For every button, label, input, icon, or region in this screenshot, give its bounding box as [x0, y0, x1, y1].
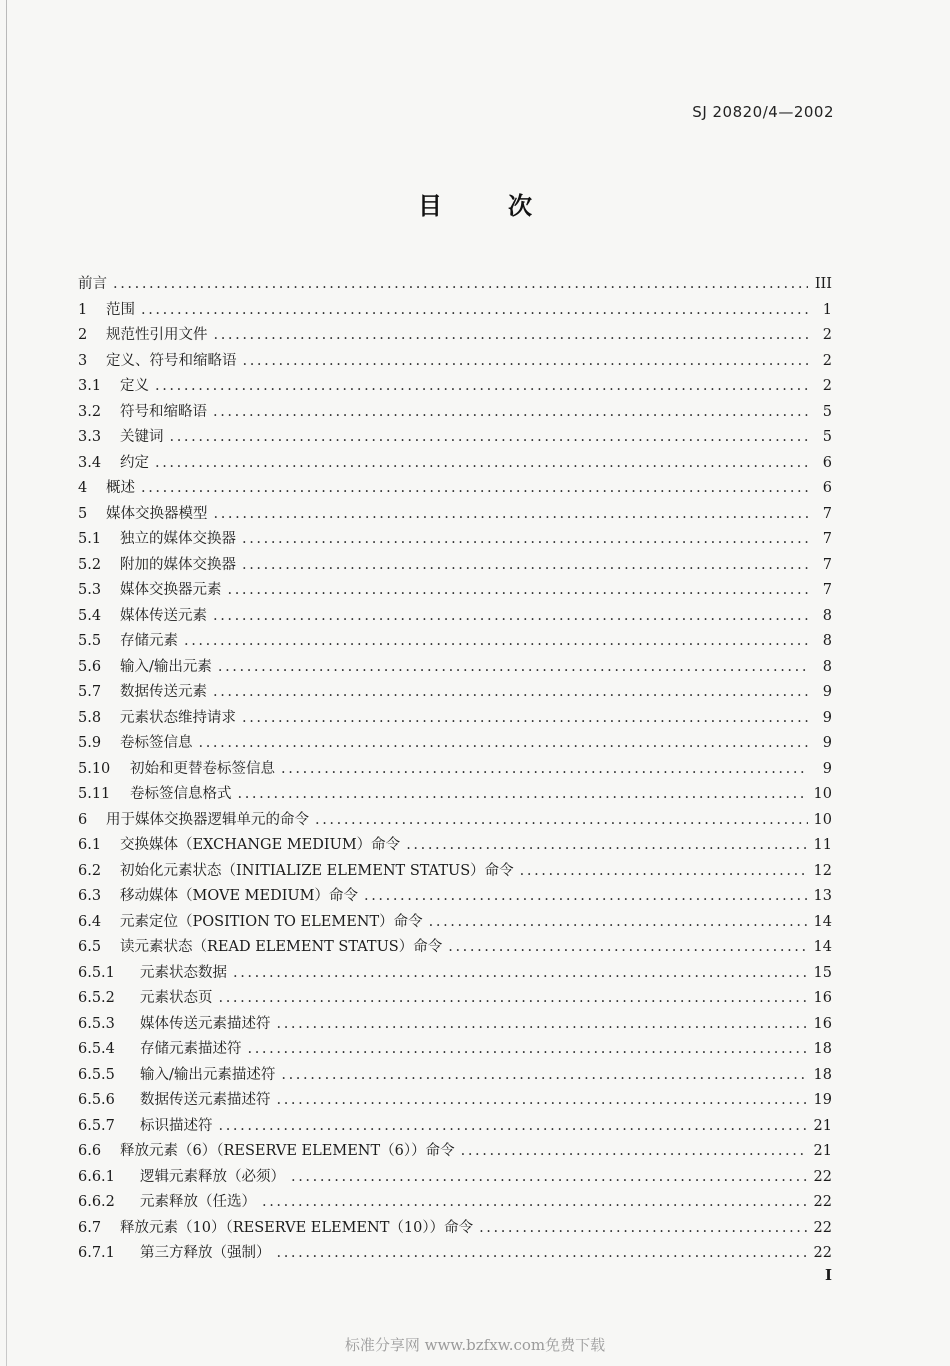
toc-entry-title: 读元素状态（READ ELEMENT STATUS）命令 — [120, 939, 443, 955]
toc-dot-leader — [155, 374, 808, 400]
toc-dot-leader — [448, 935, 807, 961]
toc-entry-title: 元素定位（POSITION TO ELEMENT）命令 — [120, 913, 423, 930]
toc-dot-leader — [277, 1088, 808, 1114]
toc-dot-leader — [262, 1190, 808, 1216]
toc-dot-leader — [213, 604, 808, 630]
toc-entry[interactable] — [78, 578, 832, 604]
toc-entry-page: 12 — [813, 862, 832, 879]
toc-dot-leader — [281, 757, 808, 783]
toc-entry-title: 媒体传送元素 — [120, 607, 207, 624]
toc-entry-page: 9 — [822, 709, 832, 726]
toc-entry-number: 5.10 — [78, 760, 111, 777]
toc-entry-number: 6.6.2 — [78, 1194, 115, 1210]
toc-entry-title: 交换媒体（EXCHANGE MEDIUM）命令 — [120, 837, 401, 853]
toc-entry-number: 3 — [78, 352, 88, 369]
toc-entry[interactable] — [78, 1165, 832, 1191]
toc-entry-page: 14 — [813, 939, 832, 955]
toc-entry-number: 2 — [78, 327, 88, 343]
toc-entry-number: 6.2 — [78, 862, 102, 879]
toc-dot-leader — [242, 553, 808, 579]
document-number: SJ 20820/4—2002 — [692, 103, 834, 121]
toc-entry-page: 13 — [813, 888, 832, 904]
toc-dot-leader — [214, 323, 809, 349]
toc-entry-page: 18 — [813, 1041, 832, 1057]
toc-dot-leader — [219, 1114, 808, 1140]
toc-entry-page: 7 — [822, 582, 832, 598]
toc-dot-leader — [248, 1037, 808, 1063]
toc-dot-leader — [170, 425, 809, 451]
toc-entry-title: 元素状态数据 — [140, 964, 227, 981]
toc-entry-number: 3.2 — [78, 403, 102, 420]
toc-entry[interactable] — [78, 910, 832, 936]
footer-watermark: 标准分享网 www.bzfxw.com免费下载 — [344, 1336, 606, 1354]
toc-entry-title: 媒体交换器模型 — [106, 505, 208, 522]
toc-entry-page: 21 — [813, 1117, 832, 1134]
toc-dot-leader — [228, 578, 809, 604]
toc-entry-page: 5 — [822, 429, 832, 445]
toc-entry-title: 元素状态维持请求 — [120, 709, 236, 726]
toc-entry-number: 3.3 — [78, 429, 102, 445]
toc-entry-number: 6.1 — [78, 837, 102, 853]
toc-entry-page: 15 — [813, 964, 832, 981]
toc-entry-page: III — [814, 276, 832, 292]
toc-entry[interactable] — [78, 731, 832, 757]
toc-entry-number: 5.2 — [78, 556, 102, 573]
toc-dot-leader — [141, 476, 808, 502]
table-of-contents — [78, 272, 832, 1267]
page-title: 目次 — [418, 192, 598, 220]
toc-dot-leader — [281, 1063, 807, 1089]
toc-entry-page: 22 — [813, 1219, 832, 1236]
toc-entry-number: 3.4 — [78, 454, 102, 471]
toc-entry-page: 11 — [813, 837, 832, 853]
toc-entry[interactable] — [78, 298, 832, 324]
toc-entry-page: 7 — [822, 531, 832, 547]
toc-entry[interactable] — [78, 527, 832, 553]
toc-entry-title: 存储元素 — [120, 633, 178, 649]
toc-entry-number: 6.7 — [78, 1219, 102, 1236]
toc-entry-page: 10 — [813, 786, 832, 802]
toc-entry-page: 8 — [822, 607, 832, 624]
toc-entry-page: 9 — [822, 735, 832, 751]
toc-dot-leader — [213, 680, 808, 706]
toc-entry-title: 符号和缩略语 — [120, 403, 207, 420]
toc-entry-title: 前言 — [78, 276, 107, 292]
toc-entry-number: 5 — [78, 505, 88, 522]
toc-entry[interactable] — [78, 986, 832, 1012]
toc-entry-page: 2 — [822, 352, 832, 369]
toc-entry-number: 6.5 — [78, 939, 102, 955]
toc-entry-number: 5.9 — [78, 735, 102, 751]
toc-entry[interactable] — [78, 476, 832, 502]
toc-entry[interactable] — [78, 1114, 832, 1140]
toc-entry-number: 6.5.7 — [78, 1117, 115, 1134]
toc-entry[interactable] — [78, 502, 832, 528]
toc-entry-title: 关键词 — [120, 429, 164, 445]
toc-entry-number: 6 — [78, 811, 88, 828]
toc-entry-number: 6.3 — [78, 888, 102, 904]
toc-dot-leader — [238, 782, 808, 808]
toc-entry-number: 5.1 — [78, 531, 102, 547]
toc-entry-number: 6.6 — [78, 1143, 102, 1159]
toc-entry[interactable] — [78, 272, 832, 298]
toc-entry[interactable] — [78, 400, 832, 426]
toc-entry-title: 卷标签信息 — [120, 735, 193, 751]
toc-entry-number: 6.5.3 — [78, 1015, 115, 1032]
toc-entry[interactable] — [78, 1037, 832, 1063]
toc-entry[interactable] — [78, 629, 832, 655]
toc-entry-number: 5.4 — [78, 607, 102, 624]
toc-entry[interactable] — [78, 451, 832, 477]
toc-dot-leader — [155, 451, 808, 477]
toc-entry[interactable] — [78, 1190, 832, 1216]
toc-entry-title: 释放元素（6）（RESERVE ELEMENT（6））命令 — [120, 1143, 455, 1159]
toc-entry[interactable] — [78, 553, 832, 579]
toc-entry[interactable] — [78, 935, 832, 961]
toc-dot-leader — [520, 859, 808, 885]
toc-entry-title: 媒体交换器元素 — [120, 582, 222, 598]
toc-entry[interactable] — [78, 425, 832, 451]
toc-dot-leader — [214, 502, 809, 528]
toc-entry-page: 18 — [813, 1066, 832, 1083]
toc-entry-page: 19 — [813, 1092, 832, 1108]
toc-entry-title: 用于媒体交换器逻辑单元的命令 — [106, 811, 309, 828]
toc-entry-number: 6.4 — [78, 913, 102, 930]
toc-entry-page: 7 — [822, 556, 832, 573]
toc-entry-title: 标识描述符 — [140, 1117, 213, 1134]
toc-entry-title: 约定 — [120, 454, 149, 471]
toc-entry[interactable] — [78, 782, 832, 808]
toc-entry[interactable] — [78, 655, 832, 681]
toc-entry-page: 9 — [822, 684, 832, 700]
toc-entry[interactable] — [78, 706, 832, 732]
toc-entry-title: 释放元素（10）（RESERVE ELEMENT（10））命令 — [120, 1219, 474, 1236]
toc-entry-number: 5.3 — [78, 582, 102, 598]
toc-dot-leader — [277, 1012, 808, 1038]
toc-entry-number: 5.5 — [78, 633, 102, 649]
toc-entry-page: 7 — [822, 505, 832, 522]
toc-entry-title: 初始化元素状态（INITIALIZE ELEMENT STATUS）命令 — [120, 862, 514, 879]
toc-entry-page: 10 — [813, 811, 832, 828]
toc-entry[interactable] — [78, 833, 832, 859]
toc-entry[interactable] — [78, 374, 832, 400]
toc-entry-title: 概述 — [106, 480, 135, 496]
toc-entry[interactable] — [78, 884, 832, 910]
toc-dot-leader — [141, 298, 808, 324]
toc-entry-number: 5.6 — [78, 658, 102, 675]
toc-entry-title: 逻辑元素释放（必须） — [140, 1168, 285, 1185]
toc-dot-leader — [242, 527, 808, 553]
toc-entry-title: 输入/输出元素描述符 — [140, 1066, 276, 1083]
toc-dot-leader — [479, 1216, 807, 1242]
toc-entry-number: 1 — [78, 301, 88, 318]
toc-entry-page: 14 — [813, 913, 832, 930]
toc-entry-title: 范围 — [106, 301, 135, 318]
toc-entry-title: 定义 — [120, 378, 149, 394]
toc-dot-leader — [213, 400, 808, 426]
toc-entry-number: 6.5.6 — [78, 1092, 115, 1108]
toc-entry-page: 16 — [813, 1015, 832, 1032]
toc-entry-page: 9 — [822, 760, 832, 777]
toc-entry-title: 输入/输出元素 — [120, 658, 212, 675]
toc-entry-title: 移动媒体（MOVE MEDIUM）命令 — [120, 888, 358, 904]
toc-entry-title: 初始和更替卷标签信息 — [130, 760, 275, 777]
toc-entry-page: 5 — [822, 403, 832, 420]
toc-dot-leader — [429, 910, 808, 936]
toc-entry-number: 6.5.5 — [78, 1066, 115, 1083]
toc-entry-title: 规范性引用文件 — [106, 327, 208, 343]
toc-entry[interactable] — [78, 604, 832, 630]
toc-dot-leader — [315, 808, 808, 834]
toc-entry-title: 存储元素描述符 — [140, 1041, 242, 1057]
toc-entry-title: 元素释放（任选） — [140, 1194, 256, 1210]
toc-entry-page: 2 — [822, 378, 832, 394]
toc-entry-page: 2 — [822, 327, 832, 343]
toc-entry[interactable] — [78, 1139, 832, 1165]
toc-entry-number: 6.6.1 — [78, 1168, 115, 1185]
toc-entry[interactable] — [78, 808, 832, 834]
toc-entry-number: 6.7.1 — [78, 1245, 115, 1261]
toc-entry-page: 16 — [813, 990, 832, 1006]
toc-entry[interactable] — [78, 349, 832, 375]
toc-entry-title: 独立的媒体交换器 — [120, 531, 236, 547]
toc-dot-leader — [113, 272, 808, 298]
toc-entry-title: 媒体传送元素描述符 — [140, 1015, 271, 1032]
toc-dot-leader — [461, 1139, 808, 1165]
toc-entry-title: 元素状态页 — [140, 990, 213, 1006]
toc-entry-title: 定义、符号和缩略语 — [106, 352, 237, 369]
toc-entry-title: 卷标签信息格式 — [130, 786, 232, 802]
toc-entry-title: 数据传送元素 — [120, 684, 207, 700]
toc-entry-number: 6.5.2 — [78, 990, 115, 1006]
toc-dot-leader — [277, 1241, 808, 1267]
toc-entry-number: 4 — [78, 480, 88, 496]
toc-entry[interactable] — [78, 859, 832, 885]
page-folio: I — [824, 1266, 832, 1284]
toc-entry[interactable] — [78, 757, 832, 783]
toc-entry-page: 22 — [813, 1245, 832, 1261]
toc-entry[interactable] — [78, 1088, 832, 1114]
toc-entry-page: 1 — [822, 301, 832, 318]
toc-dot-leader — [184, 629, 808, 655]
toc-entry[interactable] — [78, 1012, 832, 1038]
toc-entry[interactable] — [78, 961, 832, 987]
toc-entry-page: 21 — [813, 1143, 832, 1159]
toc-dot-leader — [291, 1165, 808, 1191]
toc-dot-leader — [218, 655, 808, 681]
toc-entry-title: 附加的媒体交换器 — [120, 556, 236, 573]
toc-dot-leader — [199, 731, 809, 757]
toc-entry-page: 6 — [822, 454, 832, 471]
toc-entry-page: 8 — [822, 633, 832, 649]
toc-entry[interactable] — [78, 1241, 832, 1267]
toc-entry-number: 5.7 — [78, 684, 102, 700]
toc-entry-title: 数据传送元素描述符 — [140, 1092, 271, 1108]
toc-dot-leader — [406, 833, 807, 859]
toc-entry-number: 5.11 — [78, 786, 111, 802]
toc-entry-page: 22 — [813, 1168, 832, 1185]
toc-dot-leader — [233, 961, 808, 987]
toc-dot-leader — [364, 884, 808, 910]
toc-entry-number: 6.5.4 — [78, 1041, 115, 1057]
toc-entry-number: 5.8 — [78, 709, 102, 726]
toc-entry[interactable] — [78, 1216, 832, 1242]
toc-entry[interactable] — [78, 680, 832, 706]
toc-dot-leader — [219, 986, 808, 1012]
toc-dot-leader — [243, 349, 809, 375]
toc-entry[interactable] — [78, 1063, 832, 1089]
toc-entry-page: 6 — [822, 480, 832, 496]
toc-entry-number: 3.1 — [78, 378, 102, 394]
toc-dot-leader — [242, 706, 808, 732]
toc-entry-number: 6.5.1 — [78, 964, 115, 981]
toc-entry-title: 第三方释放（强制） — [140, 1245, 271, 1261]
toc-entry-page: 8 — [822, 658, 832, 675]
toc-entry[interactable] — [78, 323, 832, 349]
toc-entry-page: 22 — [813, 1194, 832, 1210]
